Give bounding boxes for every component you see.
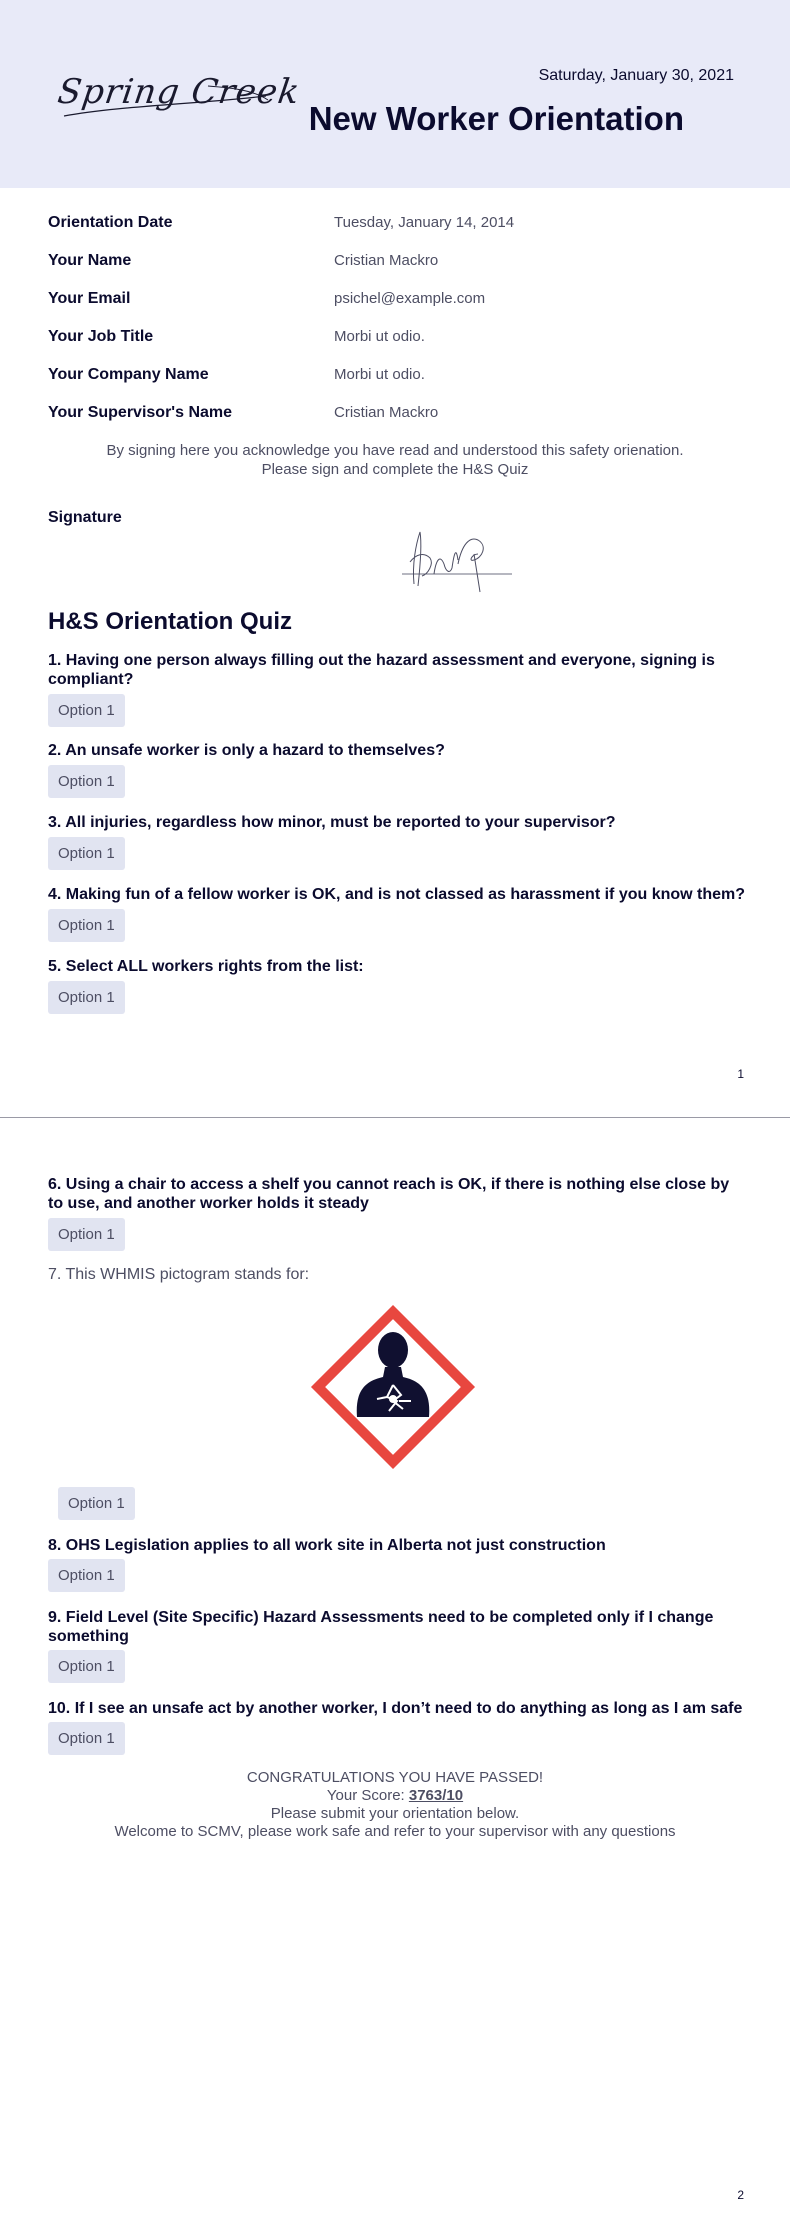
score-value: 3763/10: [408, 1787, 464, 1804]
info-row-name: [48, 252, 748, 276]
acknowledgement-line-1: By signing here you acknowledge you have read and understood this safety orienation.: [106, 442, 684, 459]
page-title: New Worker Orientation: [308, 100, 684, 137]
answer-option-2[interactable]: Option 1: [48, 765, 125, 798]
acknowledgement-text: [48, 441, 742, 479]
result-congrats: CONGRATULATIONS YOU HAVE PASSED!: [246, 1769, 544, 1786]
result-submit-note: Please submit your orientation below.: [270, 1805, 520, 1822]
info-label: Orientation Date: [48, 214, 173, 231]
header-date: Saturday, January 30, 2021: [538, 67, 734, 84]
question-2: 2. An unsafe worker is only a hazard to themselves?: [48, 742, 445, 759]
info-row-job-title: [48, 328, 748, 352]
info-label: Your Name: [48, 252, 132, 269]
page-2: [0, 1118, 790, 2236]
score-label: Your Score:: [326, 1787, 409, 1804]
question-3: 3. All injuries, regardless how minor, must be reported to your supervisor?: [48, 814, 616, 831]
question-8: 8. OHS Legislation applies to all work site in Alberta not just construction: [48, 1537, 606, 1554]
question-10: 10. If I see an unsafe act by another worker, I don’t need to do anything as long as I am safe: [48, 1700, 743, 1717]
info-value: psichel@example.com: [334, 290, 486, 307]
answer-option-10[interactable]: Option 1: [48, 1722, 125, 1755]
info-row-supervisor-name: [48, 404, 748, 428]
info-value: Morbi ut odio.: [334, 328, 425, 345]
page-number: 2: [737, 2188, 744, 2202]
info-value: Tuesday, January 14, 2014: [334, 214, 515, 231]
page-number: 1: [737, 1067, 744, 1081]
info-label: Your Job Title: [48, 328, 154, 345]
result-score: [48, 1787, 742, 1805]
info-label: Your Email: [48, 290, 131, 307]
question-9: 9. Field Level (Site Specific) Hazard Assessments need to be completed only if I change something: [48, 1609, 714, 1645]
quiz-result: [48, 1769, 742, 1841]
signature-label: Signature: [48, 509, 122, 526]
info-row-email: [48, 290, 748, 314]
answer-option-3[interactable]: Option 1: [48, 837, 125, 870]
info-value: Cristian Mackro: [334, 252, 439, 269]
info-row-orientation-date: [48, 214, 748, 238]
answer-option-1[interactable]: Option 1: [48, 694, 125, 727]
info-label: Your Company Name: [48, 366, 209, 383]
signature-image: [398, 524, 516, 594]
info-label: Your Supervisor's Name: [48, 404, 233, 421]
quiz-title: H&S Orientation Quiz: [48, 608, 293, 635]
info-value: Morbi ut odio.: [334, 366, 425, 383]
answer-option-7[interactable]: Option 1: [58, 1487, 135, 1520]
answer-option-6[interactable]: Option 1: [48, 1218, 125, 1251]
page-header: [0, 0, 790, 188]
info-row-company-name: [48, 366, 748, 390]
info-value: Cristian Mackro: [334, 404, 439, 421]
acknowledgement-line-2: Please sign and complete the H&S Quiz: [261, 461, 529, 478]
answer-option-9[interactable]: Option 1: [48, 1650, 125, 1683]
question-7: 7. This WHMIS pictogram stands for:: [48, 1266, 310, 1283]
health-hazard-icon: [307, 1301, 479, 1473]
answer-option-8[interactable]: Option 1: [48, 1559, 125, 1592]
company-logo: [55, 66, 303, 122]
result-welcome: Welcome to SCMV, please work safe and refer to your supervisor with any questions: [114, 1823, 676, 1840]
question-1: 1. Having one person always filling out the hazard assessment and everyone, signing is compliant?: [48, 652, 715, 688]
question-5: 5. Select ALL workers rights from the list:: [48, 958, 364, 975]
answer-option-5[interactable]: Option 1: [48, 981, 125, 1014]
question-6: 6. Using a chair to access a shelf you cannot reach is OK, if there is nothing else close by to use, and another worker holds it steady: [48, 1176, 730, 1212]
answer-option-4[interactable]: Option 1: [48, 909, 125, 942]
question-4: 4. Making fun of a fellow worker is OK, and is not classed as harassment if you know them?: [48, 886, 746, 903]
logo-text: Spring Creek: [55, 72, 303, 112]
